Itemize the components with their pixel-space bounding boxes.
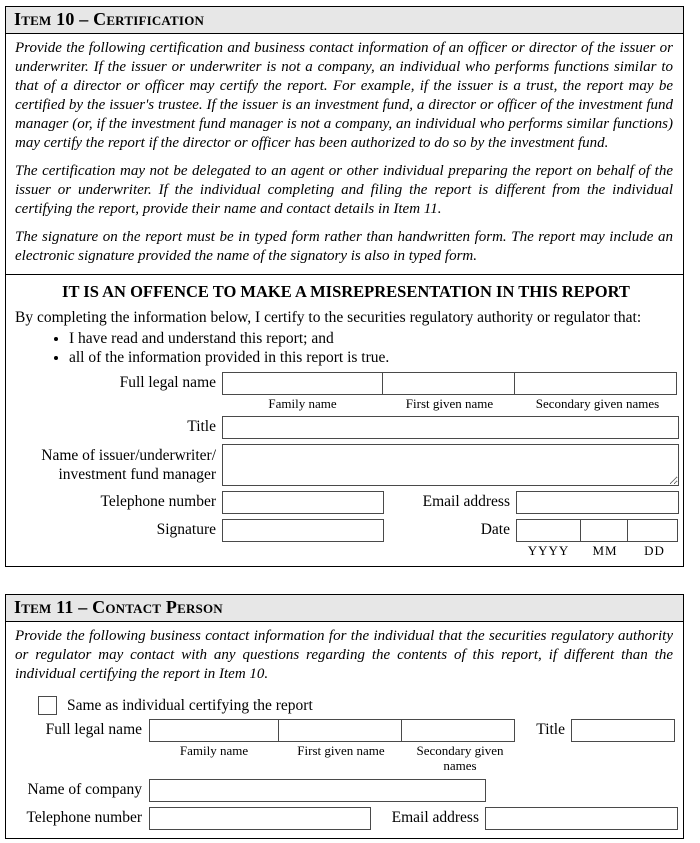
date-group xyxy=(516,519,680,558)
item11-section xyxy=(5,594,684,839)
company-name-input[interactable] xyxy=(149,779,486,802)
same-as-certifier-checkbox[interactable] xyxy=(38,696,57,715)
first-given-name-caption: First given name xyxy=(405,396,494,411)
date-day-input[interactable] xyxy=(627,519,678,542)
item10-paragraph-2: The certification may not be delegated to an agent or other individual preparing the report on behalf of the issuer or underwriter. If the individual completing and filing the report is different from the individual certifying the report, provide their name and contact details in Item 11. xyxy=(15,163,673,217)
item11-paragraph-1: Provide the following business contact information for the individual that the securities regulatory authority or regulator may contact with any questions regarding the contents of this report, if different than the individual certifying the report in Item 10. xyxy=(15,628,673,682)
certify-intro: By completing the information below, I certify to the securities regulatory authority or regulator that: xyxy=(15,309,642,326)
certify-bullet-1: • I have read and understand this report; and xyxy=(69,329,677,348)
contact-family-name-input[interactable] xyxy=(149,719,279,742)
field-row-issuer-name xyxy=(15,444,677,486)
title-label: Title xyxy=(187,418,216,435)
family-name-input[interactable] xyxy=(222,372,383,395)
item11-fields-area xyxy=(6,696,683,838)
full-legal-name-label: Full legal name xyxy=(119,374,216,391)
field-row-telephone-email xyxy=(15,491,677,514)
contact-first-given-name-input[interactable] xyxy=(278,719,402,742)
field-row-signature-date xyxy=(15,519,677,558)
email-address-label: Email address xyxy=(422,493,510,510)
secondary-given-names-input[interactable] xyxy=(514,372,677,395)
item11-instructions xyxy=(6,622,683,686)
issuer-name-label: Name of issuer/underwriter/ investment fund manager xyxy=(41,447,216,483)
contact-full-legal-name-label: Full legal name xyxy=(45,721,142,738)
item10-paragraph-3: The signature on the report must be in typed form rather than handwritten form. The report may include an electronic signature provided the name of the signatory is also in typed form. xyxy=(15,229,673,264)
item11-header: Item 11 – Contact Person xyxy=(6,595,683,622)
contact-family-name-caption: Family name xyxy=(179,743,249,758)
item10-instructions xyxy=(6,34,683,275)
certify-list xyxy=(15,329,677,367)
same-as-certifier-label: Same as individual certifying the report xyxy=(67,696,313,714)
date-day-caption: DD xyxy=(644,543,665,558)
email-address-input[interactable] xyxy=(516,491,679,514)
same-as-certifier-row xyxy=(38,696,675,715)
issuer-name-input[interactable] xyxy=(222,444,679,486)
contact-title-label: Title xyxy=(536,721,565,738)
company-name-label: Name of company xyxy=(27,781,142,798)
secondary-given-names-caption: Secondary given names xyxy=(535,396,660,411)
signature-input[interactable] xyxy=(222,519,384,542)
contact-email-input[interactable] xyxy=(485,807,678,830)
field-row-title xyxy=(15,416,677,439)
contact-full-legal-name-group xyxy=(149,719,517,773)
contact-email-label: Email address xyxy=(391,809,479,826)
certify-bullet-2: • all of the information provided in this report is true. xyxy=(69,348,677,367)
item10-paragraph-1: Provide the following certification and business contact information of an officer or director of the issuer or underwriter. If the issuer or underwriter is not a company, an individual who performs functions similar to that of a director or officer may certify the report. For example, if the issuer is a trust, the report may be certified by the issuer's trustee. If the issuer is an investment fund, a director or officer of the investment fund manager (or, if the investment fund manager is not a company, an individual who performs similar functions) may certify the report if the director or officer has been authorized to do so by the investment fund. xyxy=(15,40,673,151)
field-row-contact-telephone-email xyxy=(14,807,675,830)
family-name-caption: Family name xyxy=(268,396,337,411)
contact-telephone-input[interactable] xyxy=(149,807,371,830)
field-row-full-legal-name xyxy=(15,372,677,411)
date-year-caption: YYYY xyxy=(527,543,570,558)
full-legal-name-group xyxy=(222,372,679,411)
telephone-label: Telephone number xyxy=(100,493,216,510)
date-month-caption: MM xyxy=(592,543,618,558)
contact-secondary-given-names-caption: Secondary given names xyxy=(416,743,504,773)
item10-certification-area xyxy=(6,275,683,566)
offence-heading: IT IS AN OFFENCE TO MAKE A MISREPRESENTATION IN THIS REPORT xyxy=(62,282,630,301)
title-input[interactable] xyxy=(222,416,679,439)
field-row-contact-name-title xyxy=(14,719,675,773)
item10-header: Item 10 – Certification xyxy=(6,7,683,34)
field-row-company xyxy=(14,779,675,802)
signature-label: Signature xyxy=(156,521,216,538)
contact-title-input[interactable] xyxy=(571,719,675,742)
contact-first-given-name-caption: First given name xyxy=(297,743,385,758)
contact-telephone-label: Telephone number xyxy=(26,809,142,826)
date-label: Date xyxy=(480,521,510,538)
date-month-input[interactable] xyxy=(580,519,628,542)
date-year-input[interactable] xyxy=(516,519,581,542)
item10-section xyxy=(5,6,684,567)
telephone-input[interactable] xyxy=(222,491,384,514)
first-given-name-input[interactable] xyxy=(382,372,515,395)
contact-secondary-given-names-input[interactable] xyxy=(401,719,515,742)
